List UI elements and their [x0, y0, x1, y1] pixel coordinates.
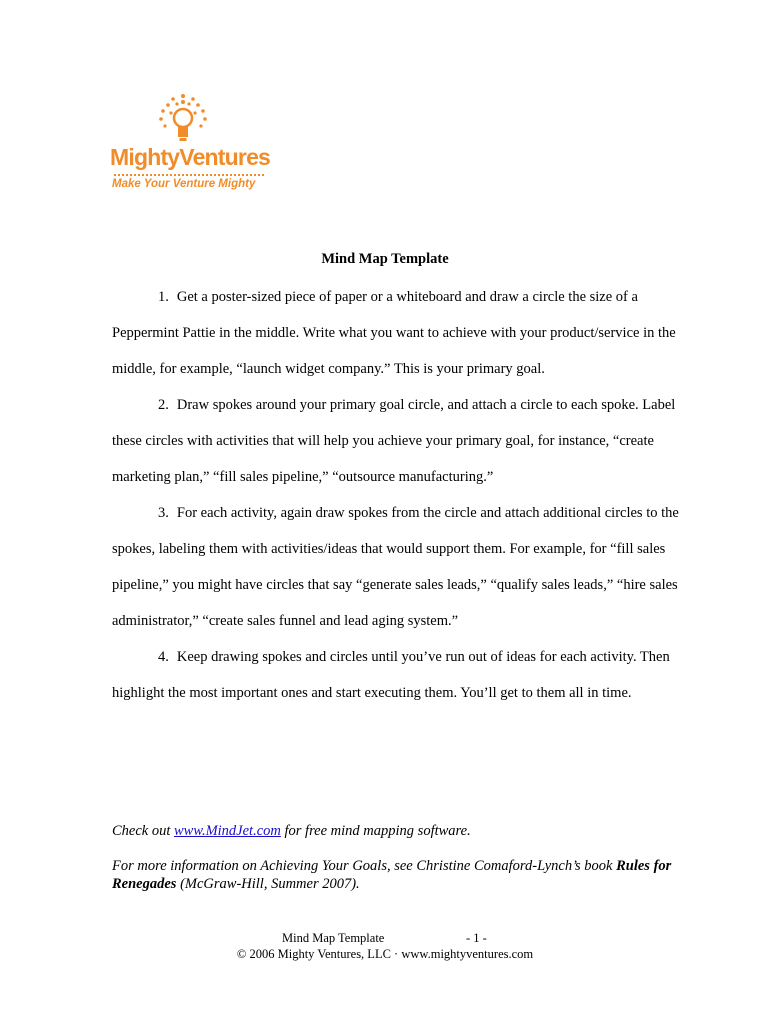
lightbulb-icon: [110, 90, 290, 150]
document-title: Mind Map Template: [321, 251, 449, 267]
page-footer: [0, 930, 770, 962]
step-text: For each activity, again draw spokes from the circle and attach additional circles to the spokes, labeling them with activities/ideas that would support them. For example, for “fill sales pipeline,” you might have circles that say “generate sales leads,” “qualify sales leads,” “hire sales administrator,” “create sales funnel and lead aging system.”: [112, 505, 679, 629]
software-note-prefix: Check out: [112, 823, 175, 839]
software-note: [112, 822, 708, 840]
logo-dotted-divider: [114, 174, 264, 176]
step-number: 2.: [158, 397, 169, 413]
mindjet-link[interactable]: www.MindJet.com: [174, 823, 281, 839]
page-number: - 1 -: [466, 931, 487, 945]
book-note-suffix: (McGraw-Hill, Summer 2007).: [176, 876, 360, 892]
company-logo: [110, 90, 290, 200]
book-note: [112, 857, 708, 893]
step-number: 4.: [158, 649, 169, 665]
book-title: Rules for Renegades: [112, 858, 672, 892]
logo-wordmark: MightyVentures: [110, 144, 271, 170]
footer-copyright: © 2006 Mighty Ventures, LLC · www.mightyventures.com: [236, 947, 534, 961]
document-body: [112, 279, 708, 711]
step-text: Draw spokes around your primary goal circle, and attach a circle to each spoke. Label these circles with activities that will help you achieve your primary goal, for instance, “create marketing plan,” “fill sales pipeline,” “outsource manufacturing.”: [112, 397, 676, 485]
book-note-prefix: For more information on Achieving Your Goals, see Christine Comaford-Lynch’s book: [112, 858, 617, 874]
step-text: Keep drawing spokes and circles until you’ve run out of ideas for each activity. Then highlight the most important ones and start executing them. You’ll get to them all in time.: [112, 649, 670, 701]
step-number: 1.: [158, 289, 169, 305]
step-text: Get a poster-sized piece of paper or a whiteboard and draw a circle the size of a Peppermint Pattie in the middle. Write what you want to achieve with your product/service in the middle, for example, “launch widget company.” This is your primary goal.: [112, 289, 676, 377]
step-item: [112, 279, 708, 387]
step-item: [112, 639, 708, 711]
footer-title: Mind Map Template: [282, 931, 385, 945]
logo-tagline: Make Your Venture Mighty: [112, 178, 256, 190]
software-note-suffix: for free mind mapping software.: [280, 823, 471, 839]
step-item: [112, 387, 708, 495]
step-number: 3.: [158, 505, 169, 521]
step-item: [112, 495, 708, 639]
